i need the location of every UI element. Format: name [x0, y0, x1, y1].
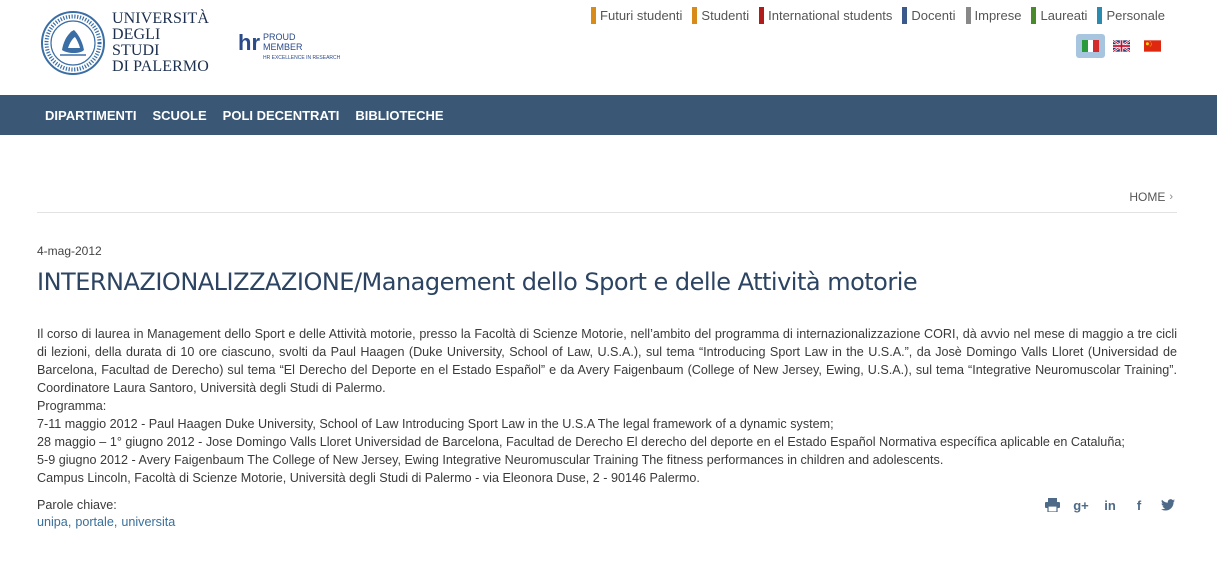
keyword-separator: , [67, 515, 72, 529]
twitter-icon[interactable] [1159, 496, 1177, 514]
share-toolbar [1032, 496, 1177, 514]
language-chinese[interactable] [1138, 34, 1167, 58]
program-item: 5-9 giugno 2012 - Avery Faigenbaum The College of New Jersey, Ewing Integrative Neuromuscular Training The fitness performances in children and adolescents. [37, 453, 944, 467]
facebook-icon[interactable]: f [1136, 497, 1142, 513]
google-plus-icon[interactable]: g+ [1073, 497, 1089, 513]
logo-line-2: DEGLI STUDI [112, 26, 161, 59]
top-link-label: Laureati [1040, 7, 1088, 23]
article-title: INTERNAZIONALIZZAZIONE/Management dello Sport e delle Attività motorie [37, 268, 918, 296]
article-intro: Il corso di laurea in Management dello Sport e delle Attività motorie, presso la Facoltà di Scienze Motorie, nell’ambito del programma di internazionalizzazione CORI, dà avvio nel mese di maggio a tre cicli di lezioni, della durata di 10 ore ciascuno, svolti da Paul Haagen (Duke University, School of Law, U.S.A.), sul tema “Introducing Sport Law in the U.S.A.”, da Josè Domingo Valls Lloret (Universidad de Barcelona, Facultad de Derecho) sul tema “El Derecho del Deporte en el Estado Español” e da Avery Faigenbaum (College of New Jersey, Ewing, U.S.A.), sul tema “Integrative Neuromuscolar Training”. Coordinatore Laura Santoro, Università degli Studi di Palermo. [37, 327, 1177, 395]
hr-logo-mark: hr [238, 30, 260, 55]
keyword-link[interactable]: portale [75, 515, 114, 529]
audience-links [581, 6, 1165, 24]
keywords-section [37, 497, 175, 531]
program-label: Programma: [37, 399, 107, 413]
logo-line-1: UNIVERSITÀ [112, 10, 209, 27]
language-switcher [1074, 34, 1167, 58]
language-english[interactable] [1107, 34, 1136, 58]
link-color-bar [902, 7, 907, 24]
hr-badge-line-3: HR EXCELLENCE IN RESEARCH [263, 55, 341, 61]
link-color-bar [1031, 7, 1036, 24]
breadcrumb [1129, 190, 1173, 204]
hr-badge-line-1: PROUD [263, 32, 296, 42]
program-item: 7-11 maggio 2012 - Paul Haagen Duke University, School of Law Introducing Sport Law in the U.S.A The legal framework of a dynamic system; [37, 417, 834, 431]
linkedin-icon[interactable]: in [1104, 497, 1116, 513]
university-logo[interactable] [40, 10, 209, 76]
china-flag-icon [1144, 40, 1161, 52]
link-color-bar [692, 7, 697, 24]
keyword-link[interactable]: universita [121, 515, 176, 529]
nav-item-dipartimenti[interactable]: DIPARTIMENTI [45, 107, 137, 123]
main-navigation [0, 95, 1217, 135]
link-color-bar [1097, 7, 1102, 24]
top-link-futuri-studenti[interactable] [591, 6, 682, 24]
nav-item-poli-decentrati[interactable]: POLI DECENTRATI [222, 107, 340, 123]
language-italian[interactable] [1076, 34, 1105, 58]
nav-item-scuole[interactable]: SCUOLE [152, 107, 207, 123]
top-link-label: Docenti [911, 7, 956, 23]
print-icon[interactable] [1043, 496, 1061, 514]
top-link-international-students[interactable] [759, 6, 892, 24]
keyword-link[interactable]: unipa [37, 515, 68, 529]
top-link-imprese[interactable] [966, 6, 1022, 24]
site-header [0, 0, 1217, 95]
top-link-label: Studenti [701, 7, 750, 23]
program-location: Campus Lincoln, Facoltà di Scienze Motorie, Università degli Studi di Palermo - via Eleonora Duse, 2 - 90146 Palermo. [37, 471, 700, 485]
nav-item-biblioteche[interactable]: BIBLIOTECHE [355, 107, 444, 123]
university-name [112, 11, 209, 75]
breadcrumb-divider [37, 212, 1177, 213]
university-seal-icon [40, 10, 106, 76]
link-color-bar [966, 7, 971, 24]
top-link-label: Personale [1106, 7, 1165, 23]
hr-excellence-badge[interactable] [238, 30, 341, 66]
link-color-bar [591, 7, 596, 24]
article-date: 4-mag-2012 [37, 244, 102, 258]
chevron-right-icon: › [1169, 191, 1173, 203]
uk-flag-icon [1113, 40, 1130, 52]
italy-flag-icon [1082, 40, 1099, 52]
top-link-label: Imprese [974, 7, 1022, 23]
top-link-studenti[interactable] [692, 6, 749, 24]
program-item: 28 maggio – 1° giugno 2012 - Jose Domingo Valls Lloret Universidad de Barcelona, Facultad de Derecho El derecho del deporte en el Estado Español Normativa específica aplicable en Cataluña; [37, 435, 1125, 449]
top-link-label: Futuri studenti [600, 7, 683, 23]
link-color-bar [759, 7, 764, 24]
top-link-personale[interactable] [1097, 6, 1165, 24]
keywords-label: Parole chiave: [37, 498, 117, 512]
hr-badge-line-2: MEMBER [263, 42, 303, 52]
top-link-label: International students [768, 7, 893, 23]
top-link-laureati[interactable] [1031, 6, 1087, 24]
logo-line-3: DI PALERMO [112, 58, 209, 75]
article-body [37, 325, 1177, 487]
top-link-docenti[interactable] [902, 6, 955, 24]
keyword-separator: , [113, 515, 118, 529]
breadcrumb-home-link[interactable]: HOME [1129, 190, 1166, 204]
